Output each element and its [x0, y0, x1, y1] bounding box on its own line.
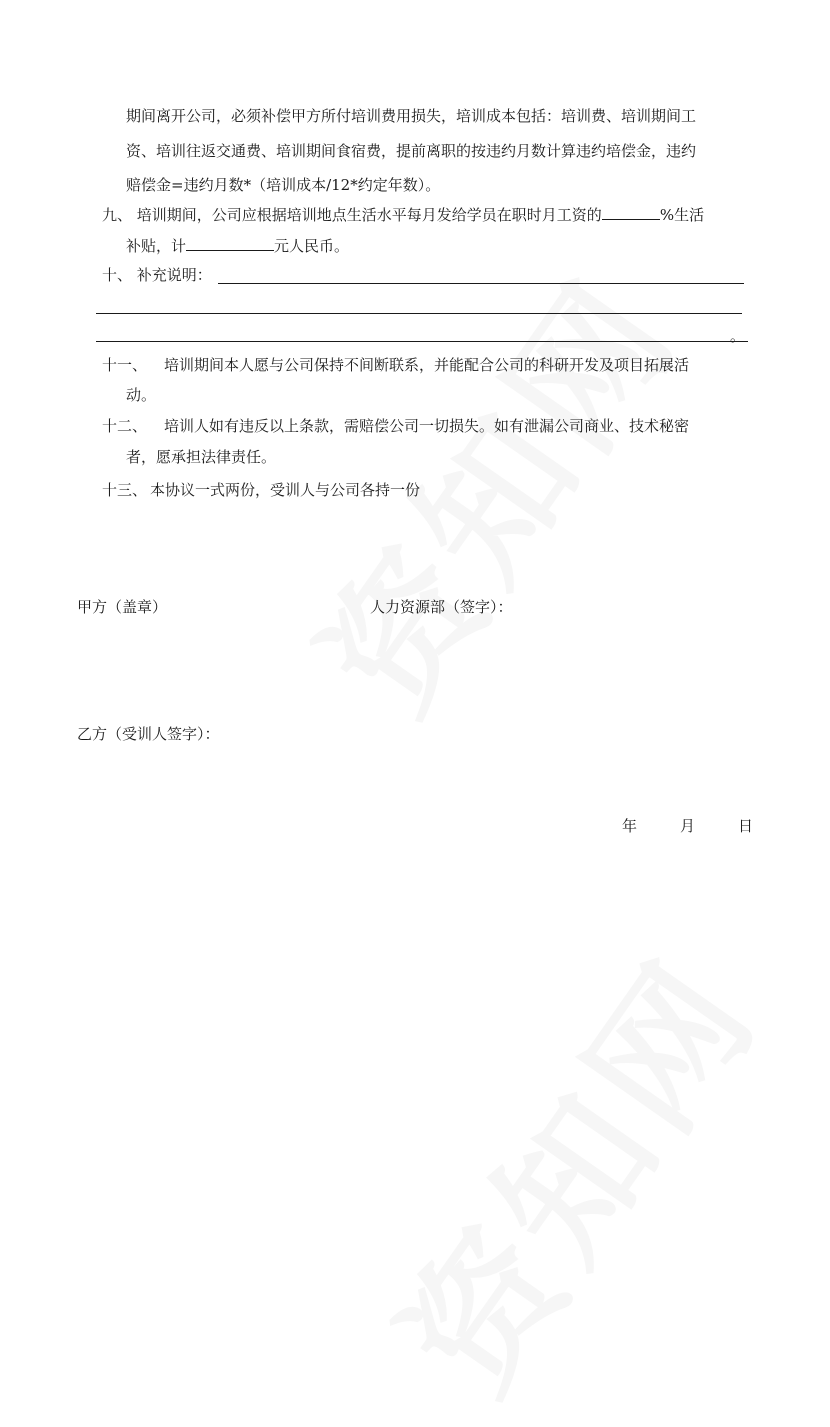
supplement-line-1[interactable] — [218, 283, 744, 284]
watermark-bottom — [344, 909, 796, 1426]
clause13-text: 本协议一式两份，受训人与公司各持一份 — [150, 481, 421, 499]
date-day: 日 — [738, 817, 754, 835]
clause10-line1 — [102, 265, 212, 285]
clause9-number: 九、 — [102, 206, 133, 224]
hr-signature[interactable]: 人力资源部（签字）： — [370, 598, 513, 616]
clause9-line2 — [126, 234, 349, 256]
party-a-seal[interactable]: 甲方（盖章） — [77, 598, 168, 616]
amount-blank[interactable] — [186, 234, 274, 251]
clause12-text: 培训人如有违反以上条款，需赔偿公司一切损失。如有泄漏公司商业、技术秘密 — [164, 417, 690, 435]
clause8-line2: 资、培训往返交通费、培训期间食宿费，提前离职的按违约月数计算违约培偿金，违约 — [126, 142, 697, 160]
clause8-line3: 赔偿金=违约月数*（培训成本/12*约定年数）。 — [126, 176, 441, 194]
clause12-line1 — [102, 416, 689, 436]
clause11-number: 十一、 — [102, 356, 148, 374]
clause9-subsidy-label: 补贴，计 — [126, 237, 187, 255]
clause9-line1 — [102, 203, 704, 225]
clause13-number: 十三、 — [102, 481, 148, 499]
clause9-text-suffix: %生活 — [659, 206, 705, 224]
clause10-label: 补充说明： — [136, 266, 212, 284]
party-b-signature[interactable]: 乙方（受训人签字）： — [77, 725, 220, 743]
supplement-line-2[interactable] — [96, 313, 742, 314]
supplement-line-3[interactable] — [96, 341, 748, 342]
clause11-line2: 动。 — [126, 386, 157, 404]
clause9-currency: 元人民币。 — [274, 237, 350, 255]
clause10-end-mark: 。 — [730, 327, 746, 345]
clause11-text: 培训期间本人愿与公司保持不间断联系，并能配合公司的科研开发及项目拓展活 — [164, 356, 690, 374]
clause11-line1 — [102, 355, 689, 375]
clause10-number: 十、 — [102, 266, 133, 284]
clause8-line1: 期间离开公司，必须补偿甲方所付培训费用损失，培训成本包括：培训费、培训期间工 — [126, 107, 697, 125]
clause12-number: 十二、 — [102, 417, 148, 435]
clause12-line2: 者，愿承担法律责任。 — [126, 448, 277, 466]
date-year: 年 — [622, 817, 638, 835]
clause13-line1 — [102, 480, 420, 500]
percent-blank[interactable] — [602, 203, 660, 220]
clause9-text: 培训期间，公司应根据培训地点生活水平每月发给学员在职时月工资的 — [136, 206, 602, 224]
date-month: 月 — [680, 817, 696, 835]
